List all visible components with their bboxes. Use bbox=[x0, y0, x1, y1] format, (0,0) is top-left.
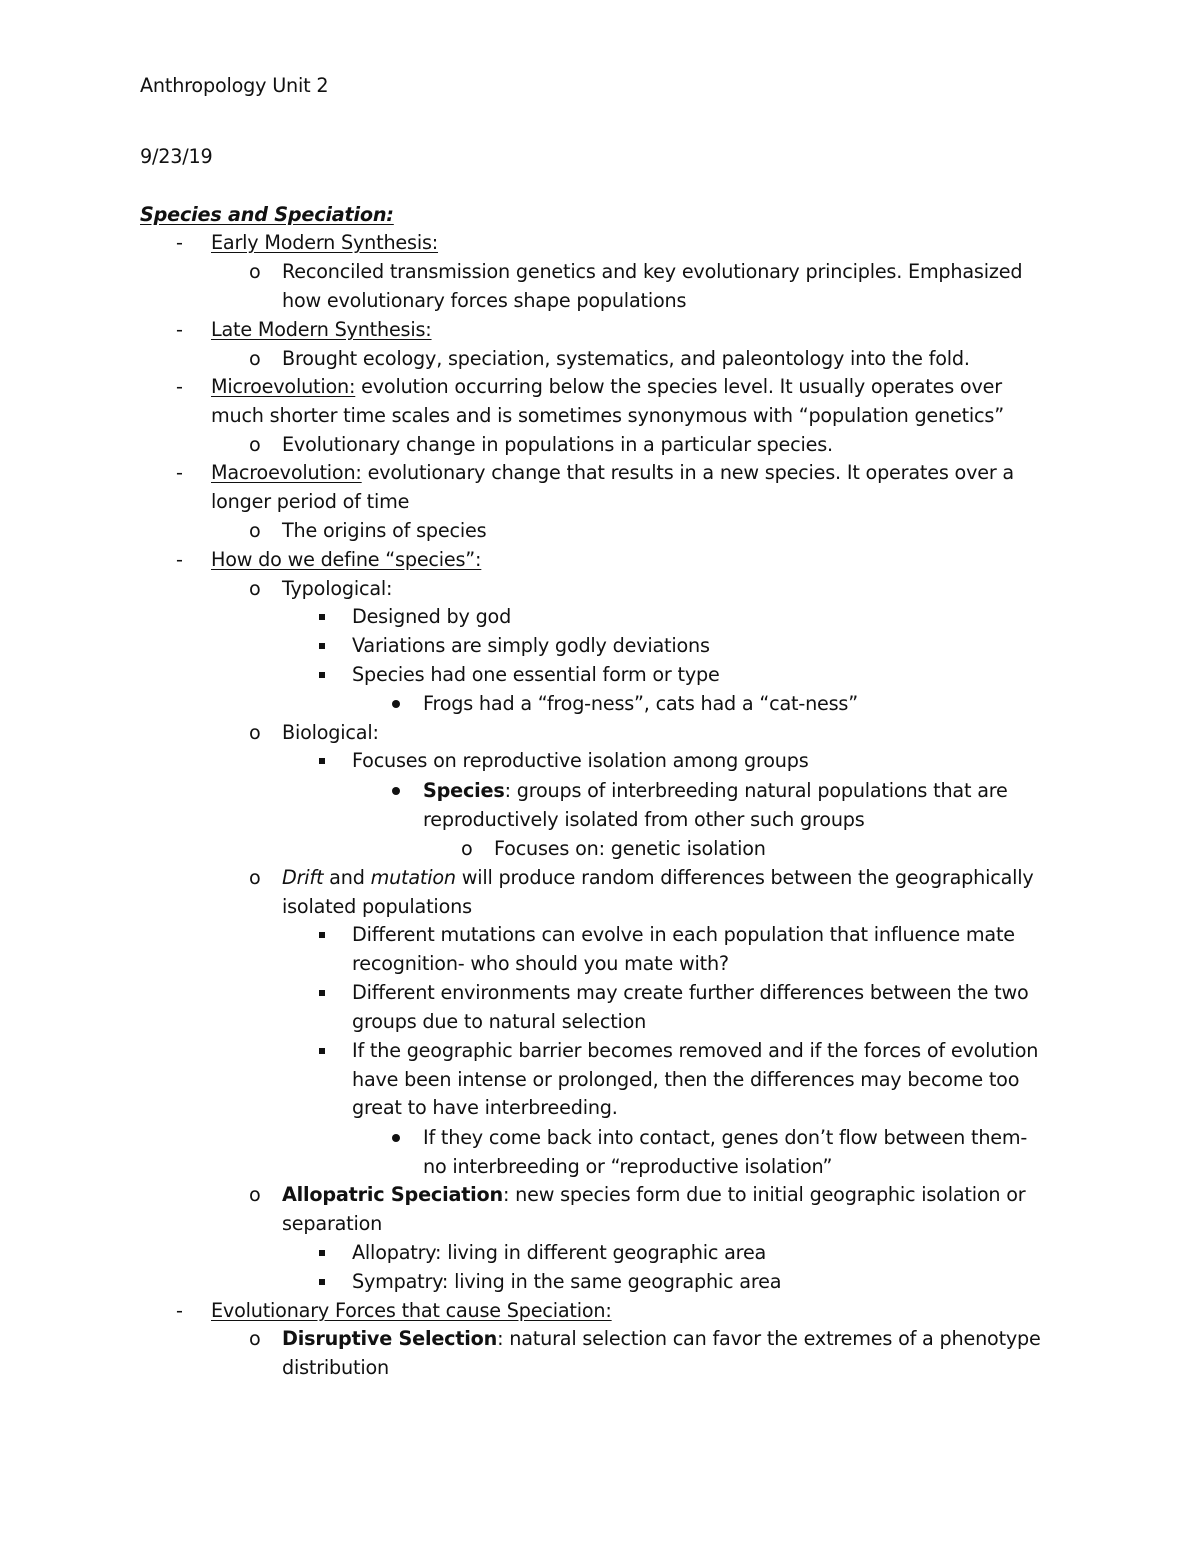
circle-marker: o bbox=[249, 433, 261, 456]
dash-marker: - bbox=[176, 548, 183, 571]
microevolution-text: evolution occurring below the species level. It usually operates over bbox=[355, 375, 1002, 398]
macroevolution-label: Macroevolution: bbox=[211, 461, 362, 484]
early-synthesis-label: Early Modern Synthesis: bbox=[211, 231, 439, 254]
sympatry-point: Sympatry: living in the same geographic area bbox=[352, 1270, 782, 1293]
drift-term: Drift bbox=[282, 866, 324, 889]
square-bullet bbox=[319, 614, 325, 620]
doc-date: 9/23/19 bbox=[140, 145, 213, 168]
biological-label: Biological: bbox=[282, 721, 379, 744]
square-bullet bbox=[319, 932, 325, 938]
circle-marker: o bbox=[461, 837, 473, 860]
typological-point-1: Designed by god bbox=[352, 605, 512, 628]
species-definition-cont: reproductively isolated from other such groups bbox=[423, 808, 865, 831]
drift-mutation-text: will produce random differences between the geographically bbox=[455, 866, 1034, 889]
biological-point-1: Focuses on reproductive isolation among groups bbox=[352, 749, 809, 772]
drift-point-3-cont-2: great to have interbreeding. bbox=[352, 1096, 618, 1119]
circle-marker: o bbox=[249, 260, 261, 283]
typological-label: Typological: bbox=[282, 577, 393, 600]
drift-mutation-line bbox=[282, 864, 1034, 893]
drift-point-3-cont: have been intense or prolonged, then the differences may become too bbox=[352, 1068, 1020, 1091]
square-bullet bbox=[319, 643, 325, 649]
macroevolution-sub: The origins of species bbox=[282, 519, 487, 542]
macroevolution-text-cont: longer period of time bbox=[211, 490, 410, 513]
and-word: and bbox=[323, 866, 371, 889]
typological-example: Frogs had a “frog-ness”, cats had a “cat-ness” bbox=[423, 692, 858, 715]
late-synthesis-label: Late Modern Synthesis: bbox=[211, 318, 432, 341]
square-bullet bbox=[319, 1279, 325, 1285]
dash-marker: - bbox=[176, 1299, 183, 1322]
circle-marker: o bbox=[249, 347, 261, 370]
dash-marker: - bbox=[176, 375, 183, 398]
typological-point-3: Species had one essential form or type bbox=[352, 663, 720, 686]
disruptive-selection-line bbox=[282, 1325, 1041, 1354]
dash-marker: - bbox=[176, 461, 183, 484]
drift-point-1-cont: recognition- who should you mate with? bbox=[352, 952, 729, 975]
early-synthesis-text: Reconciled transmission genetics and key evolutionary principles. Emphasized bbox=[282, 260, 1023, 283]
evolutionary-forces-label: Evolutionary Forces that cause Speciation: bbox=[211, 1299, 612, 1322]
species-definition-line bbox=[423, 777, 1008, 806]
allopatric-definition-cont: separation bbox=[282, 1212, 383, 1235]
circle-marker: o bbox=[249, 519, 261, 542]
drift-point-2-cont: groups due to natural selection bbox=[352, 1010, 647, 1033]
macroevolution-text: evolutionary change that results in a new species. It operates over a bbox=[361, 461, 1014, 484]
microevolution-label: Microevolution: bbox=[211, 375, 356, 398]
define-species-label: How do we define “species”: bbox=[211, 548, 482, 571]
contact-point-cont: no interbreeding or “reproductive isolation” bbox=[423, 1155, 833, 1178]
allopatric-line bbox=[282, 1181, 1026, 1210]
typological-point-2: Variations are simply godly deviations bbox=[352, 634, 710, 657]
late-synthesis-text: Brought ecology, speciation, systematics, and paleontology into the fold. bbox=[282, 347, 970, 370]
species-definition: : groups of interbreeding natural populations that are bbox=[504, 779, 1008, 802]
square-bullet bbox=[319, 1250, 325, 1256]
microevolution-sub: Evolutionary change in populations in a particular species. bbox=[282, 433, 833, 456]
circle-marker: o bbox=[249, 721, 261, 744]
allopatry-point: Allopatry: living in different geographic area bbox=[352, 1241, 767, 1264]
drift-point-3: If the geographic barrier becomes removed and if the forces of evolution bbox=[352, 1039, 1039, 1062]
circle-marker: o bbox=[249, 1183, 261, 1206]
circle-marker: o bbox=[249, 577, 261, 600]
dash-marker: - bbox=[176, 231, 183, 254]
microevolution-text-cont: much shorter time scales and is sometimes synonymous with “population genetics” bbox=[211, 404, 1004, 427]
disruptive-selection-cont: distribution bbox=[282, 1356, 389, 1379]
drift-point-2: Different environments may create further differences between the two bbox=[352, 981, 1029, 1004]
early-synthesis-text-cont: how evolutionary forces shape populations bbox=[282, 289, 687, 312]
circle-marker: o bbox=[249, 1327, 261, 1350]
microevolution-line bbox=[211, 373, 1002, 402]
dash-marker: - bbox=[176, 318, 183, 341]
square-bullet bbox=[319, 990, 325, 996]
disruptive-selection-term: Disruptive Selection bbox=[282, 1327, 498, 1350]
section-heading: Species and Speciation: bbox=[140, 203, 394, 226]
contact-point: If they come back into contact, genes don’t flow between them- bbox=[423, 1126, 1028, 1149]
square-bullet bbox=[319, 1048, 325, 1054]
genetic-isolation-focus: Focuses on: genetic isolation bbox=[494, 837, 766, 860]
drift-point-1: Different mutations can evolve in each population that influence mate bbox=[352, 923, 1015, 946]
square-bullet bbox=[319, 672, 325, 678]
round-bullet bbox=[392, 1134, 400, 1142]
mutation-term: mutation bbox=[370, 866, 456, 889]
macroevolution-line bbox=[211, 459, 1014, 488]
doc-title: Anthropology Unit 2 bbox=[140, 74, 329, 97]
species-term: Species bbox=[423, 779, 505, 802]
allopatric-term: Allopatric Speciation bbox=[282, 1183, 503, 1206]
round-bullet bbox=[392, 787, 400, 795]
round-bullet bbox=[392, 700, 400, 708]
allopatric-definition: : new species form due to initial geographic isolation or bbox=[503, 1183, 1026, 1206]
circle-marker: o bbox=[249, 866, 261, 889]
square-bullet bbox=[319, 758, 325, 764]
drift-mutation-text-cont: isolated populations bbox=[282, 895, 472, 918]
disruptive-selection-definition: : natural selection can favor the extremes of a phenotype bbox=[497, 1327, 1041, 1350]
